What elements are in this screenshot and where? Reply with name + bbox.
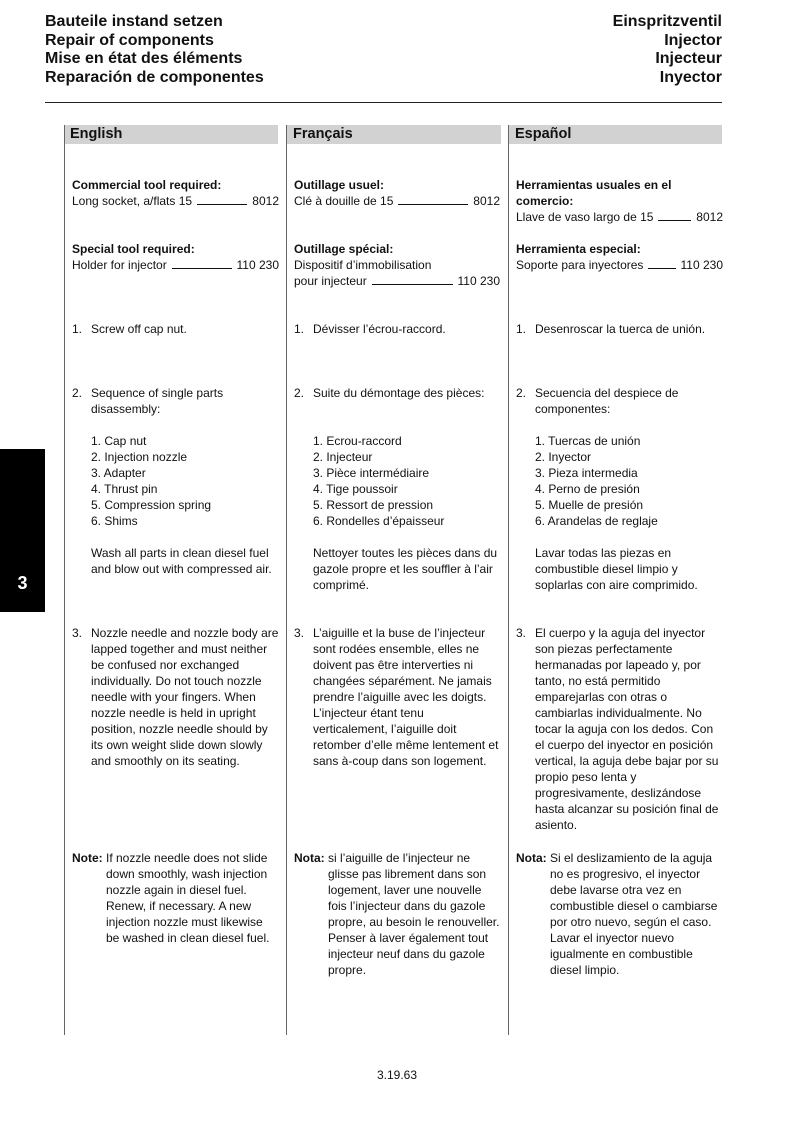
step-2 — [294, 385, 500, 401]
special-tool-title: Outillage spécial: — [294, 242, 394, 256]
tool-number: 110 230 — [680, 258, 723, 272]
step-number: 2. — [516, 386, 527, 400]
tool-line — [294, 273, 500, 289]
tool-number: 110 230 — [236, 258, 279, 272]
tool-number: 8012 — [473, 194, 500, 208]
part-item: 4. Tige poussoir — [313, 482, 398, 496]
tool-name: Long socket, a/flats 15 — [72, 194, 193, 208]
step-1 — [516, 321, 723, 337]
wash-instruction: Nettoyer toutes les pièces dans du gazole propre et les souffler à l’air comprimé. — [313, 546, 498, 592]
step-number: 3. — [294, 626, 305, 640]
tool-name: Llave de vaso largo de 15 — [516, 210, 654, 224]
column-english — [72, 0, 279, 1060]
column-divider — [64, 125, 65, 1035]
chapter-tab — [0, 449, 45, 612]
part-item: 2. Inyector — [535, 450, 592, 464]
note-text: If nozzle needle does not slide down smoothly, wash injection nozzle again in diesel fuel. Renew, if necessary. A new injection nozzle must likewise be washed in clean diesel fuel. — [106, 851, 270, 945]
note-label: Note: — [72, 851, 103, 865]
step-1 — [294, 321, 500, 337]
leader-line — [658, 209, 691, 221]
column-heading-spanish: Español — [509, 125, 722, 144]
part-item: 1. Cap nut — [91, 434, 147, 448]
chapter-tab-number: 3 — [17, 573, 28, 593]
part-item: 3. Pieza intermedia — [535, 466, 638, 480]
header-title-fr: Mise en état des éléments — [45, 50, 243, 67]
tool-name: Holder for injector — [72, 258, 167, 272]
step-text: Sequence of single parts disassembly: — [91, 386, 224, 416]
tool-line — [294, 193, 500, 209]
note-text: Si el deslizamiento de la aguja no es progresivo, el inyector debe lavarse otra vez en combustible diesel o cambiarse por otro nuevo, según el caso. Lavar el inyector nuevo igualmente en combustible diesel limpio. — [550, 851, 718, 977]
step-text: Desenroscar la tuerca de unión. — [535, 322, 706, 336]
step-number: 1. — [72, 322, 83, 336]
step-text: Secuencia del despiece de componentes: — [535, 386, 679, 416]
column-divider — [286, 125, 287, 1035]
header-title-de: Bauteile instand setzen — [45, 13, 223, 30]
column-spanish — [516, 0, 723, 1060]
note-block — [294, 850, 500, 978]
column-heading-french: Français — [287, 125, 501, 144]
part-item: 6. Rondelles d’épaisseur — [313, 514, 445, 528]
column-french — [294, 0, 500, 1060]
header-topic-fr: Injecteur — [655, 50, 722, 67]
note-block — [516, 850, 723, 978]
parts-list — [516, 433, 723, 529]
leader-line — [648, 257, 675, 269]
step-text: El cuerpo y la aguja del inyector son piezas perfectamente hermanadas por lapeado y, por tanto, no está permitido emparejarlas con otras o cambiarlas individualmente. No tocar la aguja con los dedos. Con el cuerpo del inyector en posición vertical, la aguja debe bajar por su propio peso lenta y progresivamente, deslizándose hasta alcanzar su posición final de asiento. — [535, 626, 719, 832]
special-tool-title: Special tool required: — [72, 242, 195, 256]
wash-instruction: Wash all parts in clean diesel fuel and blow out with compressed air. — [91, 546, 272, 576]
step-text: Dévisser l’écrou-raccord. — [313, 322, 446, 336]
header-title-en: Repair of components — [45, 31, 214, 49]
tool-name: Soporte para inyectores — [516, 258, 644, 272]
tool-name: pour injecteur — [294, 274, 367, 288]
parts-list — [72, 433, 279, 529]
part-item: 1. Ecrou-raccord — [313, 434, 402, 448]
tool-name: Dispositif d’immobilisation — [294, 258, 432, 272]
part-item: 4. Thrust pin — [91, 482, 158, 496]
step-text: Screw off cap nut. — [91, 322, 187, 336]
leader-line — [398, 193, 468, 205]
step-3 — [516, 625, 723, 833]
wash-instruction: Lavar todas las piezas en combustible diesel limpio y soplarlas con aire comprimido. — [535, 546, 698, 592]
special-tool-block — [294, 241, 500, 289]
step-number: 1. — [294, 322, 305, 336]
header-topic-es: Inyector — [659, 68, 722, 86]
tool-line — [516, 257, 723, 273]
step-3 — [294, 625, 500, 769]
part-item: 5. Compression spring — [91, 498, 212, 512]
commercial-tool-title: Herramientas usuales en el comercio: — [516, 178, 672, 208]
part-item: 2. Injection nozzle — [91, 450, 188, 464]
part-item: 6. Shims — [91, 514, 138, 528]
header-topic-de: Einspritzventil — [612, 13, 722, 30]
special-tool-block — [72, 241, 279, 273]
step-text: L’aiguille et la buse de l’injecteur sont rodées ensemble, elles ne doivent pas être interverties ni changées séparément. Ne jamais prendre l’aiguille avec les doigts. L’injecteur étant tenu verticalement, l’aiguille doit retomber d’elle même lentement et sans à-coup dans son logement. — [313, 626, 499, 768]
column-divider — [508, 125, 509, 1035]
step-text: Suite du démontage des pièces: — [313, 386, 485, 400]
step-number: 1. — [516, 322, 527, 336]
note-label: Nota: — [294, 851, 325, 865]
commercial-tool-block — [72, 177, 279, 209]
part-item: 3. Pièce intermédiaire — [313, 466, 430, 480]
page-number: 3.19.63 — [376, 1068, 418, 1082]
special-tool-block — [516, 241, 723, 273]
leader-line — [197, 193, 247, 205]
commercial-tool-block — [294, 177, 500, 209]
step-2 — [516, 385, 723, 417]
step-number: 2. — [294, 386, 305, 400]
step-number: 3. — [72, 626, 83, 640]
part-item: 2. Injecteur — [313, 450, 373, 464]
tool-line — [72, 193, 279, 209]
tool-number: 8012 — [252, 194, 279, 208]
special-tool-title: Herramienta especial: — [516, 242, 641, 256]
parts-list — [294, 433, 500, 529]
tool-number: 8012 — [696, 210, 723, 224]
leader-line — [372, 273, 453, 285]
part-item: 5. Ressort de pression — [313, 498, 434, 512]
step-text: Nozzle needle and nozzle body are lapped together and must neither be confused nor exchanged individually. Do not touch nozzle needle with your fingers. When nozzle needle is held in upright position, nozzle needle should by its own weight slide down slowly and smoothly on its seating. — [91, 626, 279, 768]
commercial-tool-title: Outillage usuel: — [294, 178, 385, 192]
step-number: 2. — [72, 386, 83, 400]
note-block — [72, 850, 279, 946]
tool-line — [72, 257, 279, 273]
tool-line — [516, 209, 723, 225]
part-item: 1. Tuercas de unión — [535, 434, 641, 448]
header-topic-en: Injector — [664, 31, 722, 49]
part-item: 4. Perno de presión — [535, 482, 640, 496]
part-item: 6. Arandelas de reglaje — [535, 514, 658, 528]
leader-line — [172, 257, 232, 269]
step-3 — [72, 625, 279, 769]
column-heading-english: English — [64, 125, 278, 144]
tool-name: Clé à douille de 15 — [294, 194, 394, 208]
note-label: Nota: — [516, 851, 547, 865]
step-2 — [72, 385, 279, 417]
step-number: 3. — [516, 626, 527, 640]
part-item: 5. Muelle de presión — [535, 498, 644, 512]
note-text: si l’aiguille de l’injecteur ne glisse pas librement dans son logement, laver une nouvelle fois l’injecteur dans du gazole propre, au besoin le renouveller. Penser à laver également tout injecteur neuf dans du gazole propre. — [328, 851, 500, 977]
commercial-tool-title: Commercial tool required: — [72, 178, 222, 192]
commercial-tool-block — [516, 177, 723, 225]
tool-number: 110 230 — [457, 274, 500, 288]
part-item: 3. Adapter — [91, 466, 146, 480]
header-title-es: Reparación de componentes — [45, 68, 264, 86]
step-1 — [72, 321, 279, 337]
